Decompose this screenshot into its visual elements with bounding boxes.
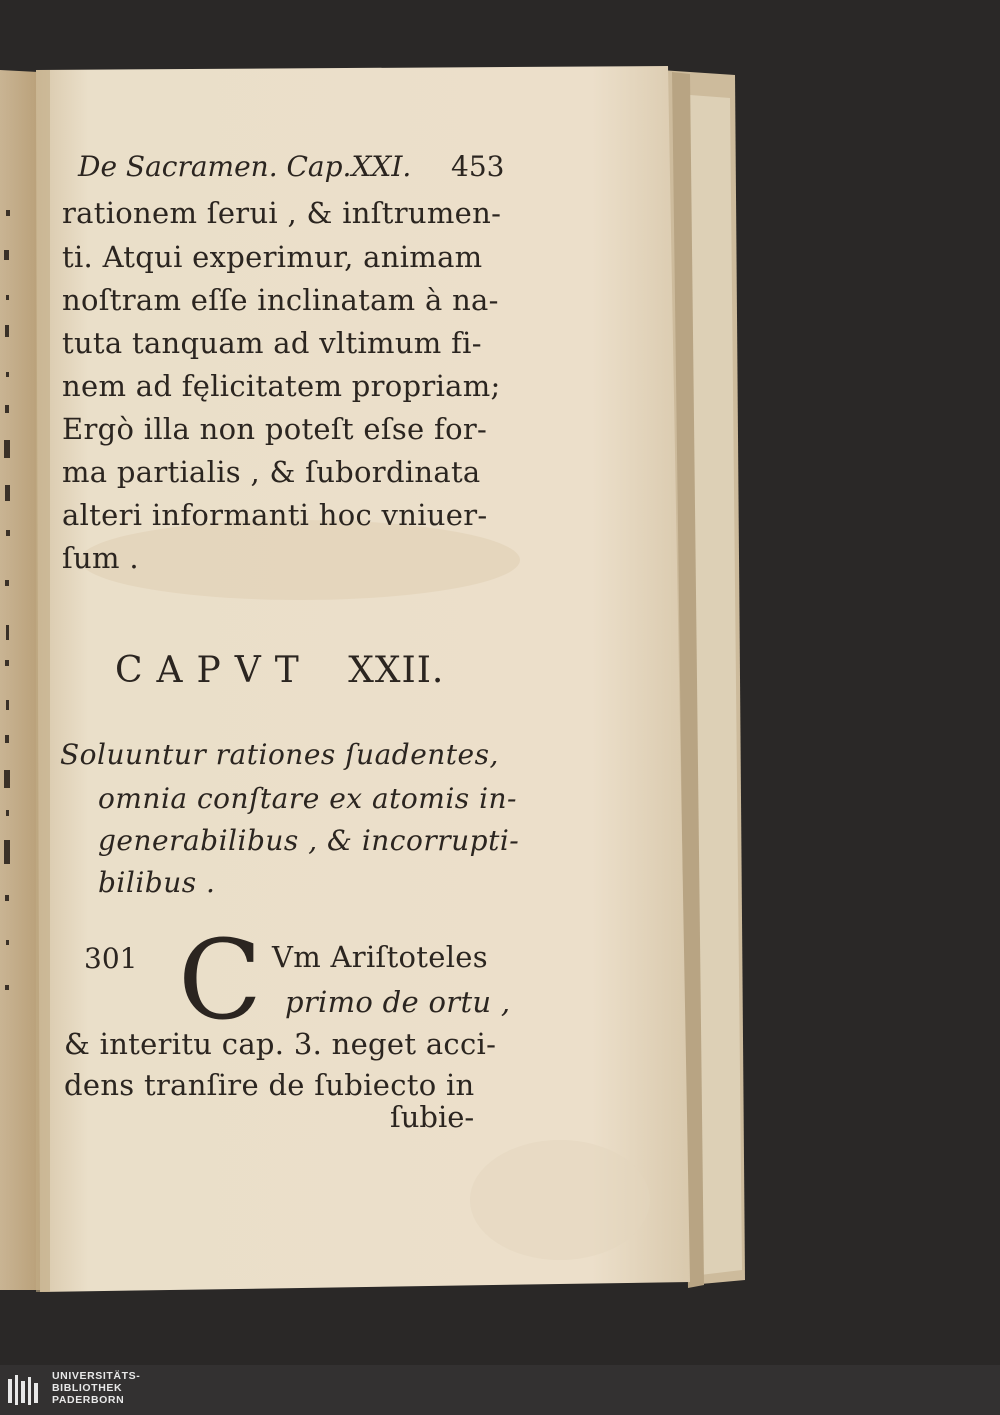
text-line: ſum . bbox=[62, 541, 139, 575]
summary-line: generabilibus , & incorrupti- bbox=[98, 824, 520, 857]
summary-line: omnia conſtare ex atomis in- bbox=[98, 782, 518, 815]
running-header bbox=[78, 150, 505, 183]
text-line: ma partialis , & ſubordinata bbox=[62, 455, 481, 489]
logo-text-line: PADERBORN bbox=[52, 1394, 125, 1406]
paragraph-number: 301 bbox=[84, 942, 138, 975]
page-number: 453 bbox=[451, 150, 505, 183]
summary-line: bilibus . bbox=[98, 866, 216, 899]
text-line: Ergò illa non poteſt eſse for- bbox=[62, 412, 488, 446]
chapter-number: XXII. bbox=[348, 650, 445, 691]
logo-text-line: BIBLIOTHEK bbox=[52, 1382, 123, 1394]
chapter-heading bbox=[115, 650, 444, 691]
text-line: nem ad fęlicitatem propriam; bbox=[62, 369, 501, 403]
logo-text-line: UNIVERSITÄTS- bbox=[52, 1370, 141, 1382]
chapter-caput: CAPVT bbox=[115, 650, 313, 691]
text-line: noſtram eſſe inclinatam à na- bbox=[62, 283, 499, 317]
text-line: primo de ortu , bbox=[285, 985, 511, 1019]
catchword: ſubie- bbox=[390, 1100, 475, 1134]
text-line: tuta tanquam ad vltimum fi- bbox=[62, 326, 482, 360]
library-footer bbox=[0, 1365, 1000, 1415]
text-line: dens tranſire de ſubiecto in bbox=[64, 1068, 475, 1102]
running-title: De Sacramen. Cap.XXI. bbox=[78, 150, 412, 183]
text-line: Vm Ariſtoteles bbox=[272, 940, 488, 974]
text-line: rationem ſerui , & inſtrumen- bbox=[62, 196, 502, 230]
library-logo-icon bbox=[6, 1373, 46, 1407]
text-line: & interitu cap. 3. neget acci- bbox=[64, 1027, 497, 1061]
text-line: ti. Atqui experimur, animam bbox=[62, 240, 483, 274]
text-line: alteri informanti hoc vniuer- bbox=[62, 498, 488, 532]
summary-line: Soluuntur rationes ſuadentes, bbox=[60, 738, 499, 771]
drop-cap: C bbox=[178, 916, 263, 1044]
